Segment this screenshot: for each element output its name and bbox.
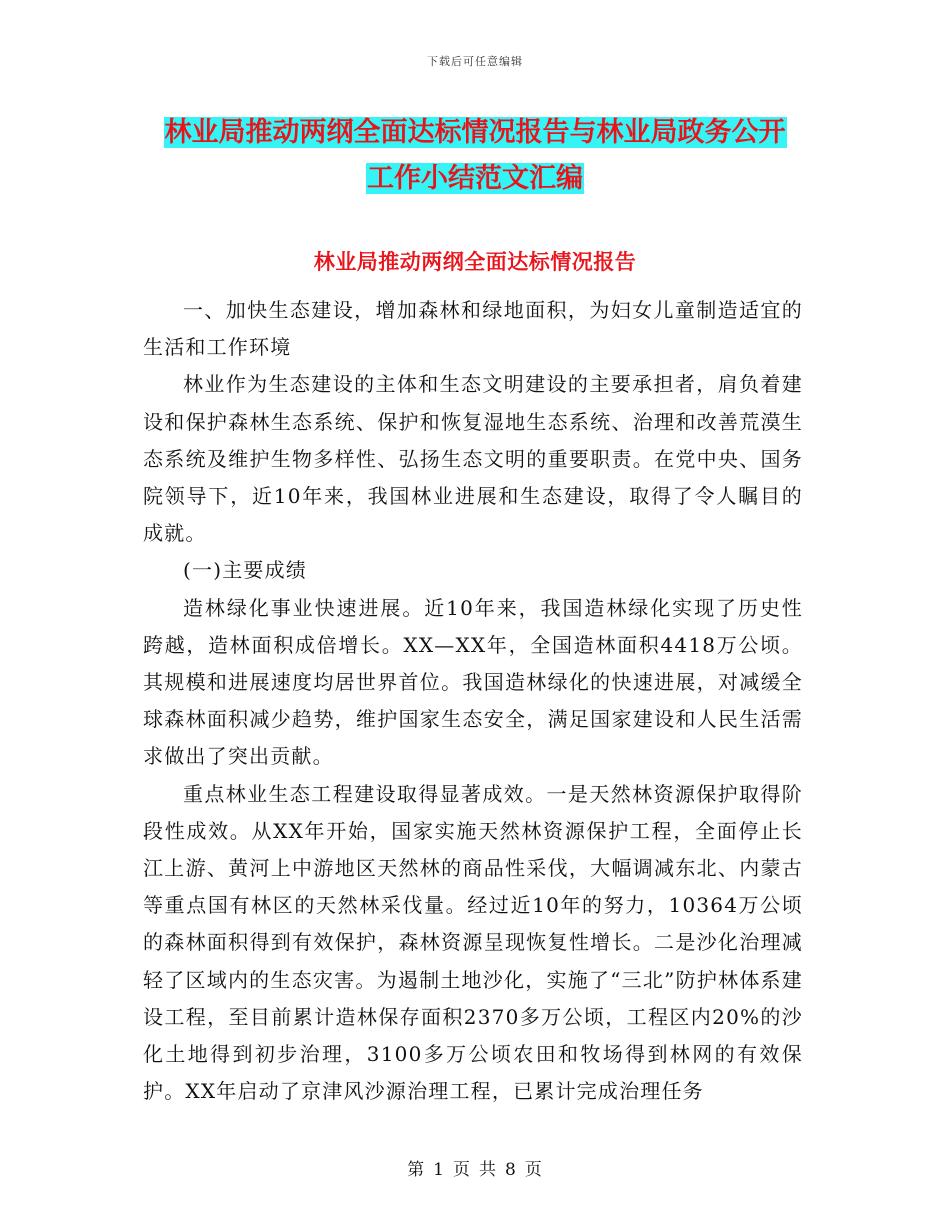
section-title: 林业局推动两纲全面达标情况报告 — [313, 249, 637, 274]
footer-ye: 页 — [453, 1160, 471, 1180]
page-footer — [0, 1155, 950, 1180]
footer-gong: 共 — [479, 1160, 497, 1180]
header-note: 下载后可任意编辑 — [427, 55, 523, 68]
footer-ye: 页 — [524, 1160, 543, 1180]
footer-di: 第 — [407, 1160, 426, 1180]
page-total: 8 — [505, 1160, 517, 1180]
paragraph: 林业作为生态建设的主体和生态文明建设的主要承担者，肩负着建设和保护森林生态系统、保护和恢复湿地生态系统、治理和改善荒漠生态系统及维护生物多样性、弘扬生态文明的重要职责。在党中央、国务院领导下，近10年来，我国林业进展和生态建设，取得了令人瞩目的成就。 — [143, 372, 803, 546]
paragraph: 造林绿化事业快速进展。近10年来，我国造林绿化实现了历史性跨越，造林面积成倍增长。XX—XX年，全国造林面积4418万公顷。其规模和进展速度均居世界首位。我国造林绿化的快速进展，对减缓全球森林面积减少趋势，维护国家生态安全，满足国家建设和人民生活需求做出了突出贡献。 — [143, 595, 803, 769]
paragraph: 重点林业生态工程建设取得显著成效。一是天然林资源保护取得阶段性成效。从XX年开始，国家实施天然林资源保护工程，全面停止长江上游、黄河上中游地区天然林的商品性采伐，大幅调减东北、内蒙古等重点国有林区的天然林采伐量。经过近10年的努力，10364万公顷的森林面积得到有效保护，森林资源呈现恢复性增长。二是沙化治理减轻了区域内的生态灾害。为遏制土地沙化，实施了“三北”防护林体系建设工程，至目前累计造林保存面积2370多万公顷，工程区内20%的沙化土地得到初步治理，3100多万公顷农田和牧场得到林网的有效保护。XX年启动了京津风沙源治理工程，已累计完成治理任务 — [143, 781, 803, 1104]
title-line-2: 工作小结范文汇编 — [367, 163, 583, 194]
body-text — [143, 292, 803, 1110]
document-title — [0, 110, 950, 202]
paragraph-heading-1: 一、加快生态建设，增加森林和绿地面积，为妇女儿童制造适宜的生活和工作环境 — [143, 298, 803, 360]
page-number: 1 — [433, 1160, 445, 1180]
paragraph-subheading: (一)主要成绩 — [183, 558, 308, 583]
title-line-1: 林业局推动两纲全面达标情况报告与林业局政务公开 — [164, 117, 786, 148]
